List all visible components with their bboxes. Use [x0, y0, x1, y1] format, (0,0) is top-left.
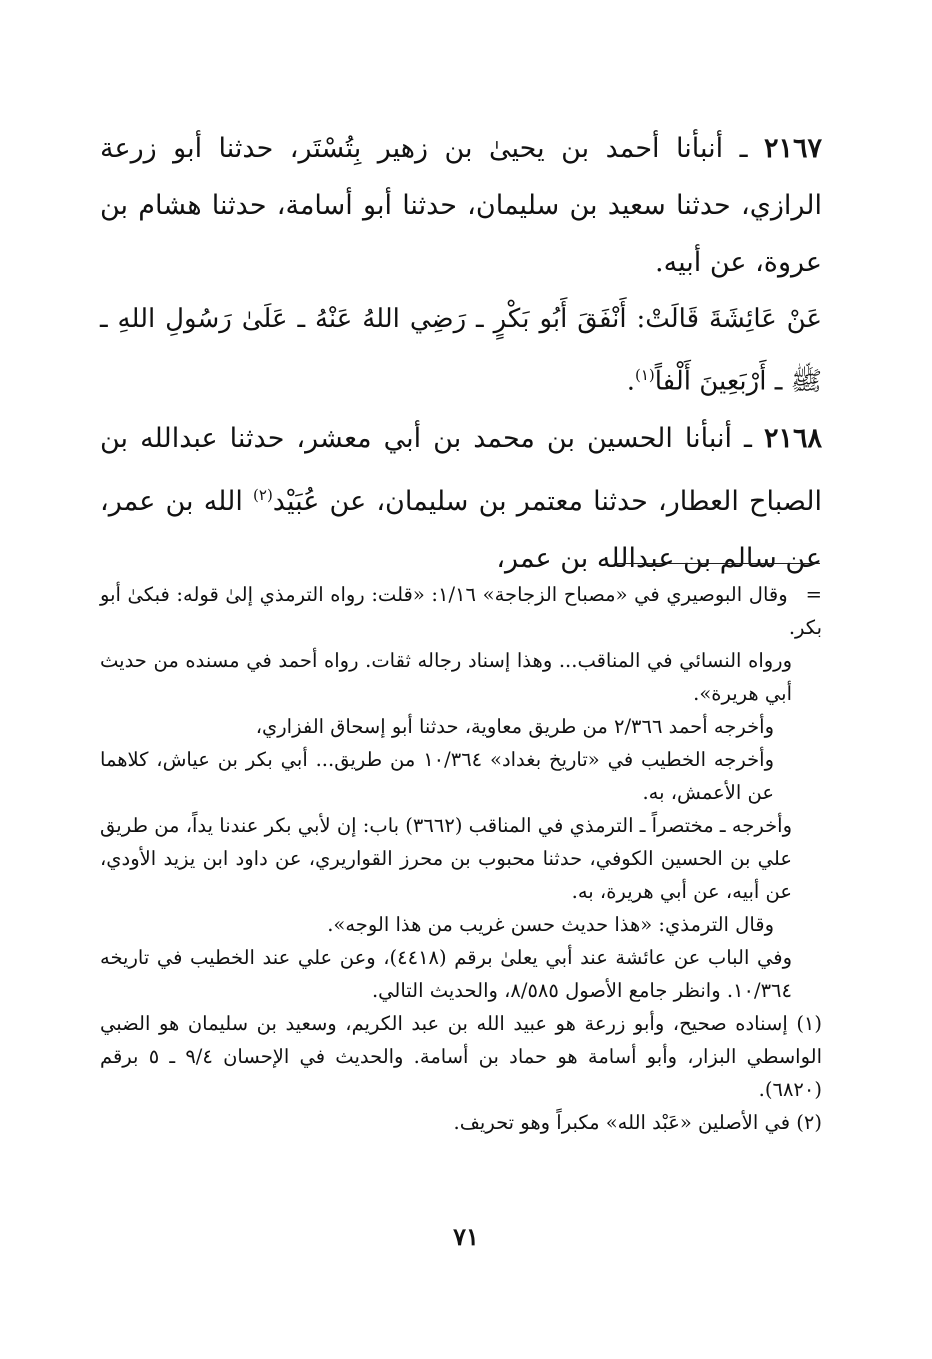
footnote-text: في الأصلين «عَبْد الله» مكبراً وهو تحريف.	[453, 1111, 791, 1134]
footnote-text: إسناده صحيح، وأبو زرعة هو عبيد الله بن عبد الكريم، وسعيد بن سليمان هو الضبي الواسطي البزار، وأبو أسامة هو حماد بن أسامة. والحديث في الإحسان ٩/٤ ـ ٥ برقم (٦٨٢٠).	[100, 1012, 823, 1101]
footnote-marker: (١)	[796, 1012, 823, 1035]
chain-text-end: الله بن عمر، عن سالم بن عبدالله بن عمر،	[100, 485, 822, 574]
footnote-ref: (١)	[634, 366, 655, 384]
hadith-2167-chain	[100, 120, 822, 291]
footnote-ref: (٢)	[253, 485, 273, 504]
footnote-separator	[615, 563, 820, 564]
page-number: ٧١	[453, 1222, 479, 1251]
footnote-marker: (٢)	[796, 1111, 822, 1134]
chain-text: ـ أنبأنا أحمد بن يحيىٰ بن زهير بِتُسْتَر، حدثنا أبو زرعة الرازي، حدثنا سعيد بن سليمان، حدثنا أبو أسامة، حدثنا هشام بن عروة، عن أبيه.	[100, 133, 822, 278]
footnotes	[100, 578, 822, 1139]
hadith-number: ٢١٦٨	[763, 422, 822, 454]
footnote-2	[100, 1106, 822, 1139]
footnote-1	[100, 1007, 822, 1106]
matn-text: عَنْ عَائِشَةَ قَالَتْ: أَنْفَقَ أَبُو بَكْرٍ ـ رَضِي اللهُ عَنْهُ ـ عَلَىٰ رَسُولِ اللهِ ـ ﷺ ـ أَرْبَعِينَ أَلْفاً	[100, 304, 822, 397]
footnote-continuation	[100, 578, 822, 644]
footnote-paragraph: وفي الباب عن عائشة عند أبي يعلىٰ برقم (٤٤١٨)، وعن علي عند الخطيب في تاريخه ١٠/٣٦٤. وانظر جامع الأصول ٨/٥٨٥، والحديث التالي.	[100, 946, 792, 1002]
footnote-paragraph: وقال الترمذي: «هذا حديث حسن غريب من هذا الوجه».	[327, 913, 774, 936]
hadith-number: ٢١٦٧	[763, 133, 822, 164]
hadith-2168-chain	[100, 410, 822, 587]
hadith-2167-matn	[100, 291, 822, 410]
footnote-text: وقال البوصيري في «مصباح الزجاجة» ١/١٦: «قلت: رواه الترمذي إلىٰ قوله: فبكىٰ أبو بكر.	[100, 583, 822, 639]
footnote-paragraph: وأخرجه الخطيب في «تاريخ بغداد» ١٠/٣٦٤ من طريق... أبي بكر بن عياش، كلاهما عن الأعمش، به.	[100, 748, 775, 804]
continuation-marker: =	[805, 583, 822, 606]
footnote-paragraph: وأخرجه ـ مختصراً ـ الترمذي في المناقب (٣٦٦٢) باب: إن لأبي بكر عندنا يداً، من طريق علي بن الحسين الكوفي، حدثنا محبوب بن محرز القواريري، عن داود ابن يزيد الأودي، عن أبيه، عن أبي هريرة، به.	[100, 814, 792, 903]
chain-text: ـ أنبأنا الحسين بن محمد بن أبي معشر، حدثنا عبدالله بن الصباح العطار، حدثنا معتمر بن سليمان، عن عُبَيْد	[100, 422, 822, 517]
footnote-paragraph: وأخرجه أحمد ٢/٣٦٦ من طريق معاوية، حدثنا أبو إسحاق الفزاري،	[255, 715, 774, 738]
main-text	[100, 120, 822, 587]
period: .	[626, 366, 635, 397]
footnote-paragraph: ورواه النسائي في المناقب... وهذا إسناد رجاله ثقات. رواه أحمد في مسنده من حديث أبي هريرة».	[100, 649, 792, 705]
